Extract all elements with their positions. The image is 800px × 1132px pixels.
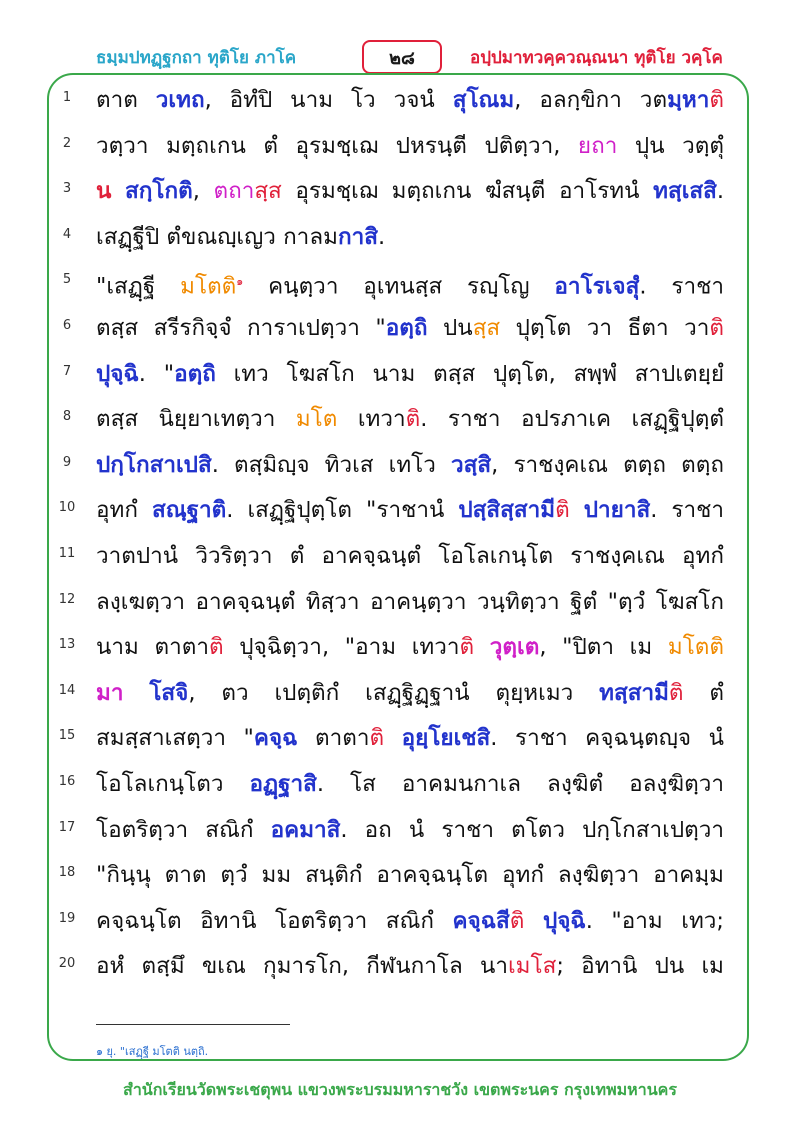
line-text xyxy=(96,580,724,624)
text-segment: . xyxy=(716,178,725,205)
chapter-title: อปฺปมาทวคฺควณฺณนา ทุติโย วคฺโค xyxy=(470,48,723,68)
line-text xyxy=(96,716,724,760)
text-segment: มโต xyxy=(295,406,338,433)
line-text xyxy=(96,625,724,669)
text-line xyxy=(0,215,800,259)
publisher-footer: สำนักเรียนวัดพระเชตุพน แขวงพระบรมมหาราชวัง เขตพระนคร กรุงเทพมหานคร xyxy=(123,1080,677,1099)
text-segment: อฏฺฐาสิ xyxy=(249,771,317,797)
text-segment: ปุตฺโต วา ธีตา วา xyxy=(500,315,710,341)
text-segment: ; อิทานิ ปน เม xyxy=(556,953,724,980)
text-line xyxy=(0,306,800,350)
text-segment: . xyxy=(377,223,386,250)
text-segment: วสฺสิ xyxy=(451,451,492,478)
line-number: 14 xyxy=(58,682,76,698)
line-text xyxy=(96,397,724,441)
text-segment: , อลกฺขิกา วต xyxy=(514,87,668,113)
text-segment: . เสฏฺฐิปุตฺโต "ราชานํ xyxy=(226,497,459,524)
text-segment xyxy=(123,680,149,706)
text-segment: ติ xyxy=(709,87,724,113)
line-text xyxy=(96,443,724,487)
text-segment: สฺส xyxy=(254,178,282,205)
text-line xyxy=(0,397,800,441)
line-number: 15 xyxy=(58,728,76,744)
text-segment: , ตว เปตฺติกํ เสฏฺฐิฏฺฐานํ ตุยฺหเมว xyxy=(188,679,600,706)
line-number: 3 xyxy=(62,181,72,197)
text-segment: . ราชา xyxy=(639,273,724,300)
text-segment: อุรมชฺเฌ มตฺถเกน ฆํสนฺตี อาโรทนํ xyxy=(281,178,654,205)
line-text xyxy=(96,488,724,532)
text-segment: วตฺวา มตฺถเกน ตํ อุรมชฺเฌ ปหรนฺตี ปติตฺวา, xyxy=(96,132,578,159)
line-number: 7 xyxy=(62,363,72,379)
text-segment: อตฺถิ xyxy=(385,315,428,341)
text-segment: มา xyxy=(96,679,124,706)
text-segment: สมสฺสาเสตฺวา " xyxy=(96,725,254,752)
text-segment: ปุจฺฉิ xyxy=(96,360,139,387)
text-segment: โสจิ xyxy=(149,679,189,706)
line-number: 6 xyxy=(62,318,72,333)
text-line xyxy=(0,580,800,624)
text-segment: สณฺฐาติ xyxy=(152,497,227,524)
text-segment: ปายาสิ xyxy=(583,497,651,524)
text-segment: สฺส xyxy=(472,315,501,341)
text-segment: ปสฺสิสฺสามี xyxy=(458,497,556,524)
text-line xyxy=(0,899,800,943)
text-segment: สกฺโกติ xyxy=(125,178,193,205)
text-segment: คจฺฉนฺโต อิทานิ โอตริตฺวา สณิกํ xyxy=(96,907,453,934)
text-line xyxy=(0,488,800,532)
footnote: ๑ ยุ. "เสฏฺฐี มโตติ นตฺถิ. xyxy=(96,1045,209,1058)
text-segment: . ราชา อปรภาเค เสฏฺฐิปุตฺตํ xyxy=(420,406,724,433)
text-segment: . อถ นํ ราชา ตโตว ปกฺโกสาเปตฺวา xyxy=(340,816,724,843)
line-text xyxy=(96,306,724,350)
text-segment: มฺหา xyxy=(667,87,710,113)
line-number: 4 xyxy=(62,226,72,242)
text-segment: โอโลเกนฺโตว xyxy=(96,771,250,797)
text-segment: นาม ตาตา xyxy=(96,634,209,661)
text-segment xyxy=(570,497,584,523)
footnote-divider xyxy=(96,1024,290,1025)
text-segment: กาสิ xyxy=(337,223,378,250)
text-segment: ตาตา xyxy=(297,725,370,752)
text-segment: ทสฺเสสิ xyxy=(653,178,717,205)
text-line xyxy=(0,534,800,578)
line-number: 12 xyxy=(58,591,76,607)
line-number: 9 xyxy=(62,454,72,470)
line-text xyxy=(96,260,724,309)
text-segment: ทสฺสามี xyxy=(599,679,669,706)
text-line xyxy=(0,124,800,168)
text-segment: ตํ xyxy=(683,679,725,706)
line-text xyxy=(96,169,724,213)
line-number: 19 xyxy=(58,910,76,926)
book-title: ธมฺมปทฏฺฐกถา ทุติโย ภาโค xyxy=(96,48,297,68)
text-segment xyxy=(111,178,125,204)
text-segment: ตถา xyxy=(213,178,255,205)
text-segment: . ราชา คจฺฉนฺตญฺจ นํ xyxy=(490,725,724,752)
text-segment: วาตปานํ วิวริตฺวา ตํ อาคจฺฉนฺตํ โอโลเกนฺโต ราชงฺคเณ อุทกํ xyxy=(96,543,724,569)
text-line xyxy=(0,78,800,122)
text-segment: ปกฺโกสาเปสิ xyxy=(96,451,212,478)
text-segment xyxy=(384,725,402,751)
text-segment: , อิทํปิ นาม โว วจนํ xyxy=(204,87,453,113)
text-segment: เสฏฺฐีปิ ตํขณญฺเญว กาลม xyxy=(96,223,338,250)
text-segment: ตาต xyxy=(96,87,156,113)
text-segment: ตสฺส นิยฺยาเทตฺวา xyxy=(96,406,296,433)
text-segment: สุโณม xyxy=(452,87,515,113)
text-segment: ๑ xyxy=(236,275,244,289)
text-segment: ปุจฺฉิตฺวา, "อาม เทวา xyxy=(223,634,460,661)
text-segment: . "อาม เทว; xyxy=(585,907,725,934)
text-segment: มโตติ xyxy=(180,273,237,300)
text-line xyxy=(0,625,800,669)
text-segment: , xyxy=(192,178,214,205)
text-segment: คนฺตฺวา อุเทนสฺส รญฺโญ xyxy=(243,273,555,300)
line-number: 5 xyxy=(62,272,72,288)
line-number: 8 xyxy=(62,409,72,425)
text-segment: ติ xyxy=(509,907,525,934)
text-segment: . โส อาคมนกาเล ลงฺฆิตํ อลงฺฆิตฺวา xyxy=(316,771,724,797)
text-line xyxy=(0,671,800,715)
line-text xyxy=(96,215,724,259)
line-text xyxy=(96,78,724,122)
text-line xyxy=(0,352,800,396)
text-segment: ตสฺส สรีรกิจฺจํ การาเปตฺวา " xyxy=(96,315,386,341)
line-text xyxy=(96,534,724,578)
text-segment: ยถา xyxy=(577,132,618,159)
text-segment: ติ xyxy=(668,679,684,706)
text-segment: ปน xyxy=(427,315,473,341)
page-number-badge: ๒๘ xyxy=(362,40,442,74)
line-text xyxy=(96,671,724,715)
text-line xyxy=(0,808,800,852)
text-segment: โอตริตฺวา สณิกํ xyxy=(96,816,271,843)
line-number: 18 xyxy=(58,865,76,881)
line-text xyxy=(96,352,724,396)
text-segment: เทว โฆสโก นาม ตสฺส ปุตฺโต, สพฺพํ สาปเตยฺยํ xyxy=(215,360,725,387)
text-segment: อคมาสิ xyxy=(270,816,341,843)
text-segment: คจฺฉสี xyxy=(452,907,510,934)
text-segment: มโตติ xyxy=(667,634,724,661)
text-segment: เทวา xyxy=(337,406,406,433)
line-number: 2 xyxy=(62,135,72,151)
text-segment: อตฺถิ xyxy=(174,360,216,387)
text-segment: ปุน วตฺตุํ xyxy=(617,132,724,159)
text-segment: วุตฺเต xyxy=(489,634,540,661)
text-segment: ติ xyxy=(555,497,570,524)
line-number: 11 xyxy=(58,546,76,561)
line-text xyxy=(96,808,724,852)
text-segment: "กินฺนุ ตาต ตฺวํ มม สนฺติกํ อาคจฺฉนฺโต อุทกํ ลงฺฆิตฺวา อาคมฺม xyxy=(96,862,724,889)
text-line xyxy=(0,853,800,897)
text-line xyxy=(0,944,800,988)
text-segment: คจฺฉ xyxy=(253,725,298,752)
text-segment: . " xyxy=(138,360,175,387)
line-text xyxy=(96,944,724,988)
line-number: 17 xyxy=(58,819,76,835)
text-segment: อุทกํ xyxy=(96,497,152,524)
text-segment: ติ xyxy=(405,406,421,433)
line-text xyxy=(96,124,724,168)
text-segment xyxy=(474,634,490,660)
text-line xyxy=(0,169,800,213)
line-number: 10 xyxy=(58,500,76,516)
text-segment: ติ xyxy=(709,315,724,341)
text-segment: . ตสฺมิญฺจ ทิวเส เทโว xyxy=(211,451,452,478)
text-segment: น xyxy=(96,178,112,205)
text-segment: ติ xyxy=(369,725,385,752)
text-segment: ติ xyxy=(459,634,475,661)
text-line xyxy=(0,716,800,760)
text-segment: เมโส xyxy=(507,953,557,980)
line-number: 13 xyxy=(58,637,76,653)
text-segment: . ราชา xyxy=(650,497,725,524)
text-line xyxy=(0,443,800,487)
line-text xyxy=(96,762,724,806)
line-number: 16 xyxy=(58,774,76,789)
text-segment: "เสฏฺฐี xyxy=(96,273,181,300)
line-number: 1 xyxy=(62,90,72,105)
text-segment: ลงฺเฆตฺวา อาคจฺฉนฺตํ ทิสฺวา อาคนฺตฺวา วนฺทิตฺวา ฐิตํ "ตฺวํ โฆสโก xyxy=(96,588,724,615)
text-segment: , ราชงฺคเณ ตตฺถ ตตฺถ xyxy=(491,451,724,478)
text-segment: อุยฺโยเชสิ xyxy=(401,725,491,752)
line-number: 20 xyxy=(58,956,76,972)
text-segment: ปุจฺฉิ xyxy=(542,907,586,934)
text-segment xyxy=(524,908,543,934)
text-segment: อาโรเจสุํ xyxy=(554,273,640,300)
text-segment: วเทถ xyxy=(155,87,205,113)
line-text xyxy=(96,853,724,897)
text-segment: ติ xyxy=(209,634,224,661)
text-segment: อหํ ตสฺมึ ขเณ กุมารโก, กีฬนกาโล นา xyxy=(96,953,508,980)
line-text xyxy=(96,899,724,943)
text-segment: , "ปิตา เม xyxy=(539,634,668,661)
text-line xyxy=(0,260,800,304)
text-line xyxy=(0,762,800,806)
